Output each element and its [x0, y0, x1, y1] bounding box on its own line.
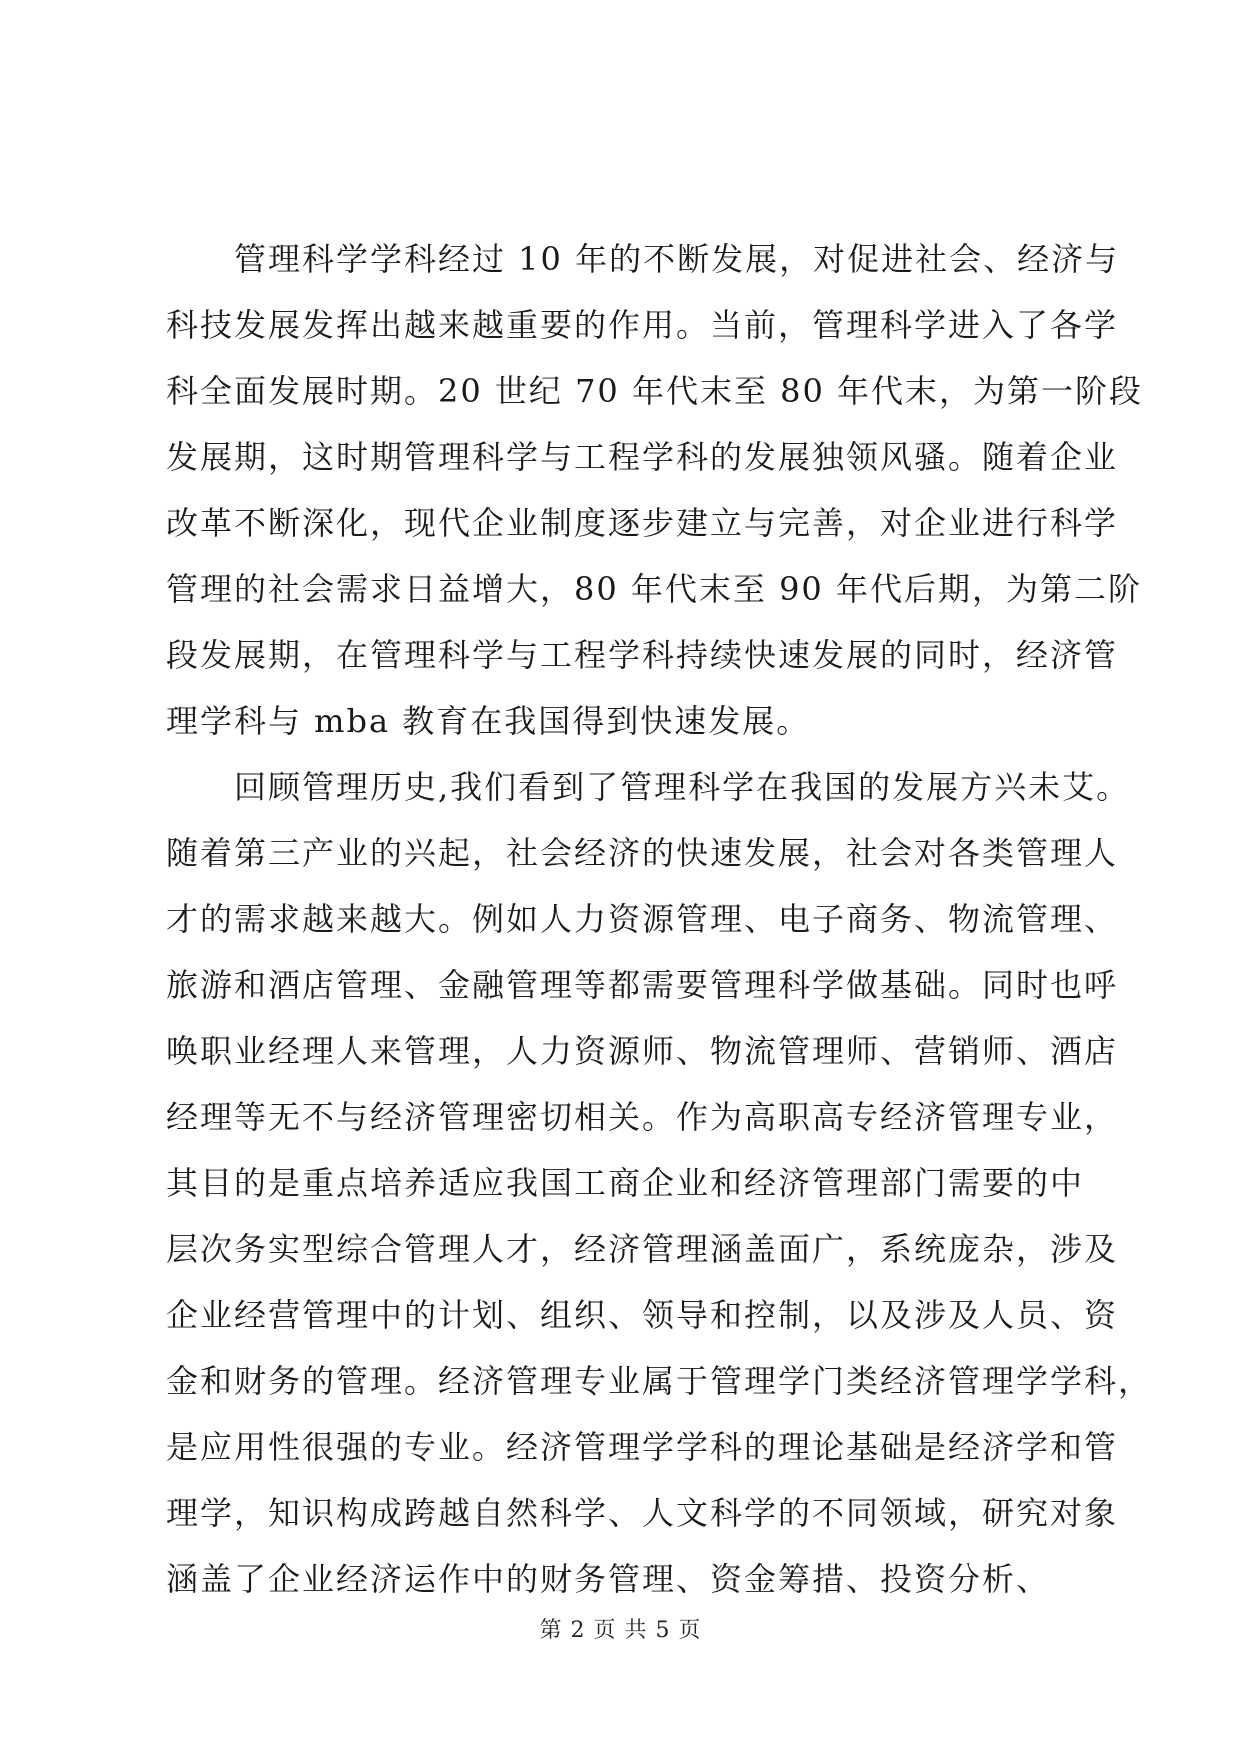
paragraph-2-line-9: 企业经营管理中的计划、组织、领导和控制，以及涉及人员、资: [166, 1296, 1119, 1334]
paragraph-1-line-3: 科全面发展时期。20 世纪 70 年代末至 80 年代末，为第一阶段: [166, 372, 1144, 410]
paragraph-2-line-1: 回顾管理历史,我们看到了管理科学在我国的发展方兴未艾。: [234, 768, 1131, 806]
paragraph-1-line-5: 改革不断深化，现代企业制度逐步建立与完善，对企业进行科学: [166, 504, 1119, 542]
paragraph-2-line-12: 理学，知识构成跨越自然科学、人文科学的不同领域，研究对象: [166, 1494, 1119, 1532]
paragraph-1-line-4: 发展期，这时期管理科学与工程学科的发展独领风骚。随着企业: [166, 438, 1119, 476]
paragraph-2-line-11: 是应用性很强的专业。经济管理学学科的理论基础是经济学和管: [166, 1428, 1119, 1466]
paragraph-2-line-10: 金和财务的管理。经济管理专业属于管理学门类经济管理学学科，: [166, 1362, 1153, 1400]
paragraph-1-line-2: 科技发展发挥出越来越重要的作用。当前，管理科学进入了各学: [166, 306, 1119, 344]
paragraph-2-line-8: 层次务实型综合管理人才，经济管理涵盖面广，系统庞杂，涉及: [166, 1230, 1119, 1268]
paragraph-1-line-7: 段发展期，在管理科学与工程学科持续快速发展的同时，经济管: [166, 636, 1119, 674]
page-number-footer: 第 2 页 共 5 页: [539, 1618, 702, 1643]
paragraph-2-line-4: 旅游和酒店管理、金融管理等都需要管理科学做基础。同时也呼: [166, 966, 1119, 1004]
paragraph-2-line-6: 经理等无不与经济管理密切相关。作为高职高专经济管理专业，: [166, 1098, 1119, 1136]
paragraph-1-line-6: 管理的社会需求日益增大，80 年代末至 90 年代后期，为第二阶: [166, 570, 1142, 608]
paragraph-2-line-5: 唤职业经理人来管理，人力资源师、物流管理师、营销师、酒店: [166, 1032, 1119, 1070]
paragraph-2-line-13: 涵盖了企业经济运作中的财务管理、资金筹措、投资分析、: [166, 1560, 1051, 1598]
body-text: [166, 226, 1153, 1612]
paragraph-2-line-2: 随着第三产业的兴起，社会经济的快速发展，社会对各类管理人: [166, 834, 1119, 872]
paragraph-2-line-3: 才的需求越来越大。例如人力资源管理、电子商务、物流管理、: [166, 900, 1119, 938]
paragraph-2-line-7: 其目的是重点培养适应我国工商企业和经济管理部门需要的中: [166, 1164, 1085, 1202]
paragraph-1-line-8: 理学科与 mba 教育在我国得到快速发展。: [166, 702, 811, 740]
paragraph-1-line-1: 管理科学学科经过 10 年的不断发展，对促进社会、经济与: [234, 240, 1120, 278]
